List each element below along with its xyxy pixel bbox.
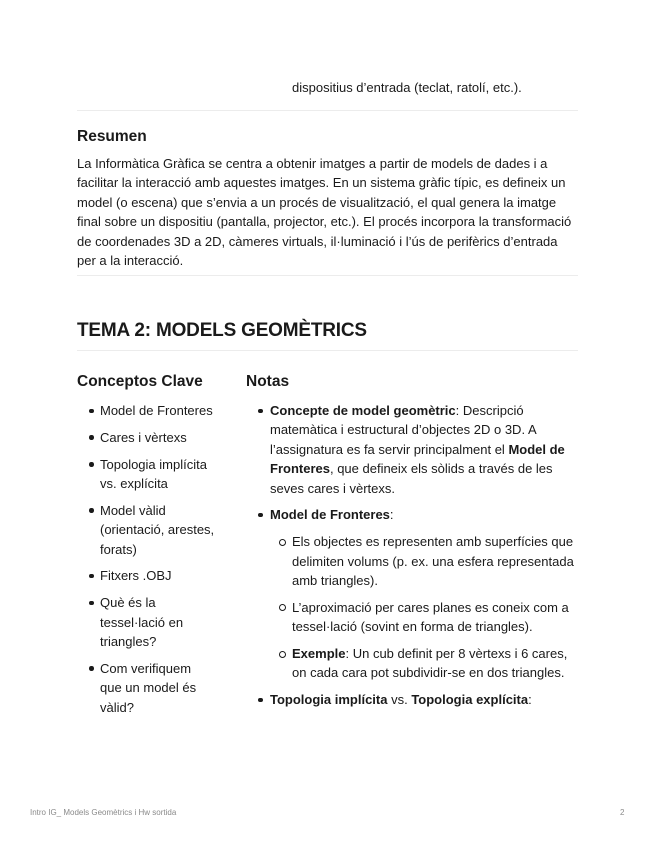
footer-document-title: Intro IG_ Models Geomètrics i Hw sortida: [30, 808, 177, 817]
previous-list-item: dispositius d’entrada (teclat, ratolí, etc.).: [292, 80, 522, 95]
sub-item: [279, 644, 582, 683]
note-text: : Descripció matemàtica i estructural d’objectes 2D o 3D. A l’assignatura es fa servir principalment el: [270, 403, 536, 457]
list-item: Què és la tessel·lació en triangles?: [89, 593, 189, 651]
notes-list: [257, 401, 582, 717]
note-term: Exemple: [292, 646, 346, 662]
note-text: vs.: [387, 692, 412, 708]
note-item: [257, 690, 582, 709]
conceptos-heading: Conceptos Clave: [77, 373, 203, 390]
list-item: Model vàlid (orientació, arestes, forats): [89, 501, 227, 559]
note-text: : Un cub definit per 8 vèrtexs i 6 cares, on cada cara pot subdividir-se en dos triangles.: [292, 646, 568, 681]
list-item: Com verifiquem que un model és vàlid?: [89, 659, 204, 717]
note-text: :: [389, 507, 394, 523]
list-item: Fitxers .OBJ: [89, 566, 239, 585]
note-term: Topologia implícita: [270, 692, 388, 708]
notas-heading: Notas: [246, 373, 290, 390]
resumen-heading: Resumen: [77, 128, 147, 145]
list-item: Topologia implícita vs. explícita: [89, 455, 214, 494]
divider: [77, 275, 578, 276]
note-item: [257, 401, 582, 498]
note-item: [257, 505, 582, 682]
resumen-text: La Informàtica Gràfica se centra a obtenir imatges a partir de models de dades i a facilitar la interacció amb aquestes imatges. En un sistema gràfic típic, es defineix un model (o escena) que s’envia a un procés de visualització, el qual genera la imatge final sobre un dispositiu (pantalla, projector, etc.). El procés incorpora la transformació de coordenades 3D a 2D, càmeres virtuals, il·luminació i l’ús de perifèrics d’entrada per a la interacció.: [77, 156, 572, 269]
sub-list: [279, 532, 582, 683]
section-title: TEMA 2: MODELS GEOMÈTRICS: [77, 320, 367, 341]
note-term: Topologia explícita: [411, 692, 529, 708]
note-text: , que defineix els sòlids a través de les seves cares i vèrtexs.: [270, 461, 553, 496]
divider: [77, 110, 578, 111]
footer-page-number: 2: [620, 808, 625, 817]
sub-item: L’aproximació per cares planes es coneix com a tessel·lació (sovint en forma de triangles).: [279, 598, 582, 637]
note-term: Model de Fronteres: [270, 441, 565, 477]
concepts-list: [89, 401, 239, 724]
note-text: :: [528, 692, 532, 708]
sub-item: Els objectes es representen amb superfícies que delimiten volums (p. ex. una esfera representada amb triangles).: [279, 532, 582, 590]
note-term: Concepte de model geomètric: [270, 403, 456, 418]
list-item: Model de Fronteres: [89, 401, 239, 420]
divider: [77, 350, 578, 351]
note-term: Model de Fronteres: [270, 507, 390, 523]
list-item: Cares i vèrtexs: [89, 428, 239, 447]
